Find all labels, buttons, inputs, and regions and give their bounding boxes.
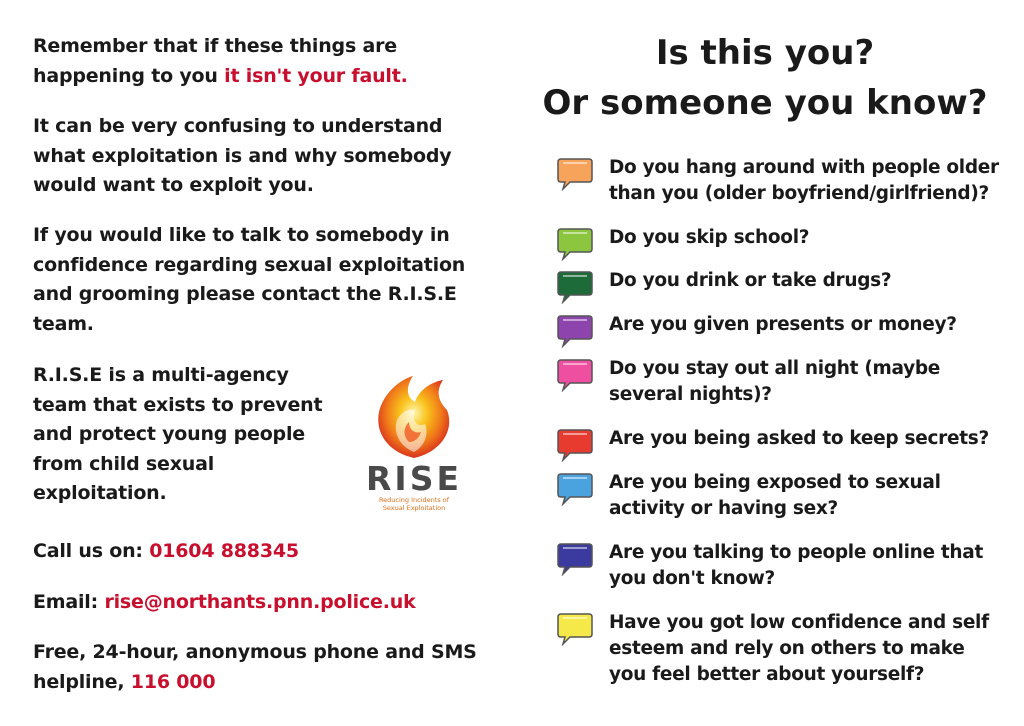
helpline-text: Free, 24-hour, anonymous phone and SMS helpline, xyxy=(33,641,477,693)
rise-logo xyxy=(364,372,464,512)
question-text: Are you being exposed to sexual activity or having sex? xyxy=(609,472,941,519)
speech-bubble-icon xyxy=(556,610,594,646)
speech-bubble-icon xyxy=(556,470,594,506)
talk-paragraph: If you would like to talk to somebody in confidence regarding sexual exploitation and grooming please contact the R.I.S.E team. xyxy=(33,224,466,335)
heading-someone-you-know: Or someone you know? xyxy=(542,83,988,123)
email-line xyxy=(33,588,416,618)
remember-paragraph xyxy=(33,32,483,91)
email-link[interactable]: rise@northants.pnn.police.uk xyxy=(104,591,416,613)
question-text: Are you talking to people online that you don't know? xyxy=(609,542,984,589)
question-text: Do you skip school? xyxy=(609,227,810,248)
helpline-number-link[interactable]: 116 000 xyxy=(130,670,216,693)
call-line xyxy=(33,537,299,567)
heading-is-this-you: Is this you? xyxy=(655,33,875,73)
confusing-paragraph: It can be very confusing to understand what exploitation is and why somebody would want to exploit you. xyxy=(33,115,452,196)
logo-wordmark: RISE xyxy=(366,459,462,498)
call-label: Call us on: xyxy=(33,540,150,562)
question-text: Have you got low confidence and self esteem and rely on others to make you feel better about yourself? xyxy=(609,612,989,685)
question-text: Are you being asked to keep secrets? xyxy=(609,428,989,449)
helpline-line xyxy=(33,638,483,697)
remember-text: Remember that if these things are happening to you xyxy=(33,35,397,87)
phone-number-link[interactable]: 01604 888345 xyxy=(149,540,299,562)
question-text: Do you stay out all night (maybe several nights)? xyxy=(609,358,941,405)
speech-bubble-icon xyxy=(556,426,594,462)
question-text: Do you hang around with people older than you (older boyfriend/girlfriend)? xyxy=(609,157,999,204)
question-text: Are you given presents or money? xyxy=(609,314,957,335)
logo-tagline-2: Sexual Exploitation xyxy=(382,504,446,512)
speech-bubble-icon xyxy=(556,540,594,576)
speech-bubble-icon xyxy=(556,356,594,392)
question-text: Do you drink or take drugs? xyxy=(609,270,892,291)
rise-description: R.I.S.E is a multi-agency team that exists to prevent and protect young people from child sexual exploitation. xyxy=(33,364,323,504)
logo-tagline-1: Reducing Incidents of xyxy=(378,496,450,504)
speech-bubble-icon xyxy=(556,155,594,191)
speech-bubble-icon xyxy=(556,312,594,348)
email-label: Email: xyxy=(33,591,105,613)
flame-icon xyxy=(369,372,459,460)
speech-bubble-icon xyxy=(556,225,594,261)
speech-bubble-icon xyxy=(556,268,594,304)
not-your-fault-text: it isn't your fault. xyxy=(224,64,408,87)
